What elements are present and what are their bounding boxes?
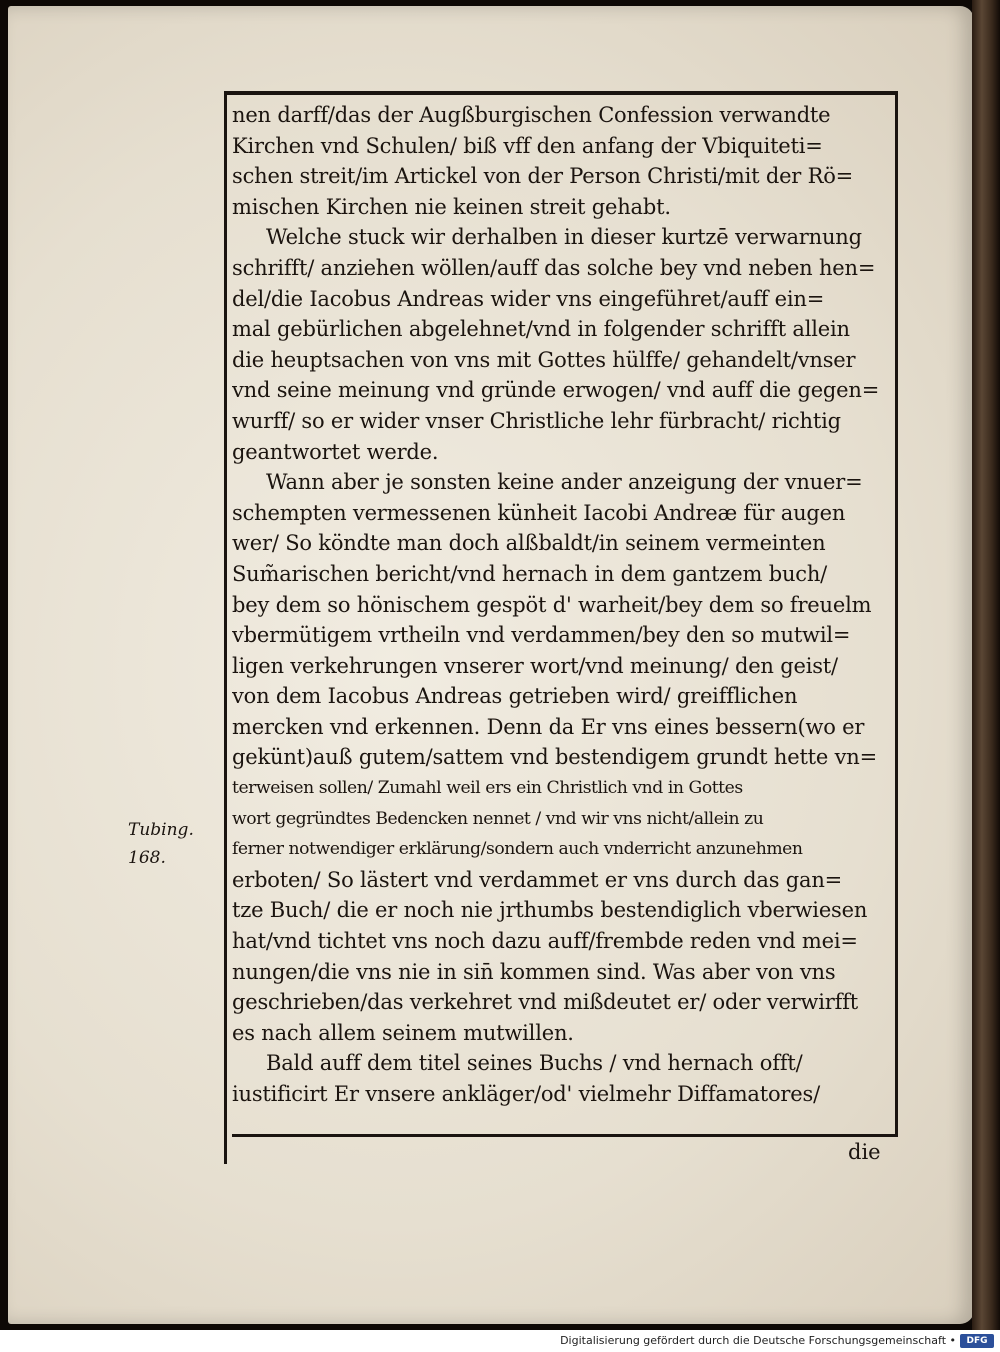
catchword: die (848, 1140, 881, 1164)
margin-note-line: Tubing. (128, 820, 194, 840)
funding-credit: Digitalisierung gefördert durch die Deutsche Forschungsgemeinschaft • (560, 1334, 956, 1347)
text-line: mercken vnd erkennen. Denn da Er vns eines bessern(wo er (232, 714, 865, 739)
text-line: ferner notwendiger erklärung/sondern auch vnderricht anzunehmen (232, 839, 803, 860)
text-line: mischen Kirchen nie keinen streit gehabt. (232, 194, 671, 219)
text-line: erboten/ So lästert vnd verdammet er vns durch das gan= (232, 867, 843, 892)
text-line: bey dem so hönischem gespöt d' warheit/bey dem so freuelm (232, 592, 872, 617)
text-line: schempten vermessenen künheit Iacobi Andreæ für augen (232, 500, 846, 525)
text-line: Bald auff dem titel seines Buchs / vnd hernach offt/ (266, 1051, 803, 1076)
text-line: mal gebürlichen abgelehnet/vnd in folgender schrifft allein (232, 317, 850, 342)
text-line: hat/vnd tichtet vns noch dazu auff/frembde reden vnd mei= (232, 929, 858, 954)
footer-bar (0, 1330, 1000, 1352)
dfg-logo: DFG (960, 1334, 994, 1348)
text-line: die heuptsachen von vns mit Gottes hülffe/ gehandelt/vnser (232, 347, 856, 372)
text-line: tze Buch/ die er noch nie jrthumbs bestendiglich vberwiesen (232, 898, 868, 923)
text-line: Kirchen vnd Schulen/ biß vff den anfang der Vbiquiteti= (232, 133, 823, 158)
text-line: wort gegründtes Bedencken nennet / vnd wir vns nicht/allein zu (232, 808, 764, 829)
text-line: schen streit/im Artickel von der Person Christi/mit der Rö= (232, 164, 854, 189)
text-line: schrifft/ anziehen wöllen/auff das solche bey vnd neben hen= (232, 255, 876, 280)
text-line: Sum̃arischen bericht/vnd hernach in dem gantzem buch/ (232, 561, 828, 586)
text-line: es nach allem seinem mutwillen. (232, 1020, 574, 1045)
text-line: vnd seine meinung vnd gründe erwogen/ vnd auff die gegen= (232, 378, 880, 403)
text-line: geschrieben/das verkehret vnd mißdeutet er/ oder verwirfft (232, 990, 859, 1015)
text-line: nen darff/das der Augßburgischen Confession verwandte (232, 103, 831, 127)
frame-left-tail (224, 1134, 227, 1164)
margin-note-line: 168. (128, 848, 166, 868)
text-line: geantwortet werde. (232, 439, 439, 464)
text-line: ligen verkehrungen vnserer wort/vnd meinung/ den geist/ (232, 653, 838, 678)
text-line: terweisen sollen/ Zumahl weil ers ein Christlich vnd in Gottes (232, 778, 743, 799)
text-line: Welche stuck wir derhalben in dieser kurtzē verwarnung (266, 225, 862, 250)
main-text-block (232, 100, 896, 1110)
text-line: wurff/ so er wider vnser Christliche lehr fürbracht/ richtig (232, 408, 841, 433)
text-line: wer/ So köndte man doch alßbaldt/in seinem vermeinten (232, 531, 826, 556)
text-line: del/die Iacobus Andreas wider vns eingeführet/auff ein= (232, 286, 825, 311)
text-line: gekünt)auß gutem/sattem vnd bestendigem grundt hette vn= (232, 745, 878, 770)
text-line: vbermütigem vrtheiln vnd verdammen/bey den so mutwil= (232, 623, 851, 648)
text-line: von dem Iacobus Andreas getrieben wird/ greifflichen (232, 684, 798, 709)
margin-note (128, 816, 194, 872)
text-line: nungen/die vns nie in sin̄ kommen sind. Was aber von vns (232, 959, 836, 984)
text-line: iustificirt Er vnsere ankläger/od' vielmehr Diffamatores/ (232, 1082, 820, 1106)
text-line: Wann aber je sonsten keine ander anzeigung der vnuer= (266, 470, 863, 495)
book-spine-edge (972, 0, 1000, 1330)
frame-bottom-rule (232, 1134, 898, 1137)
